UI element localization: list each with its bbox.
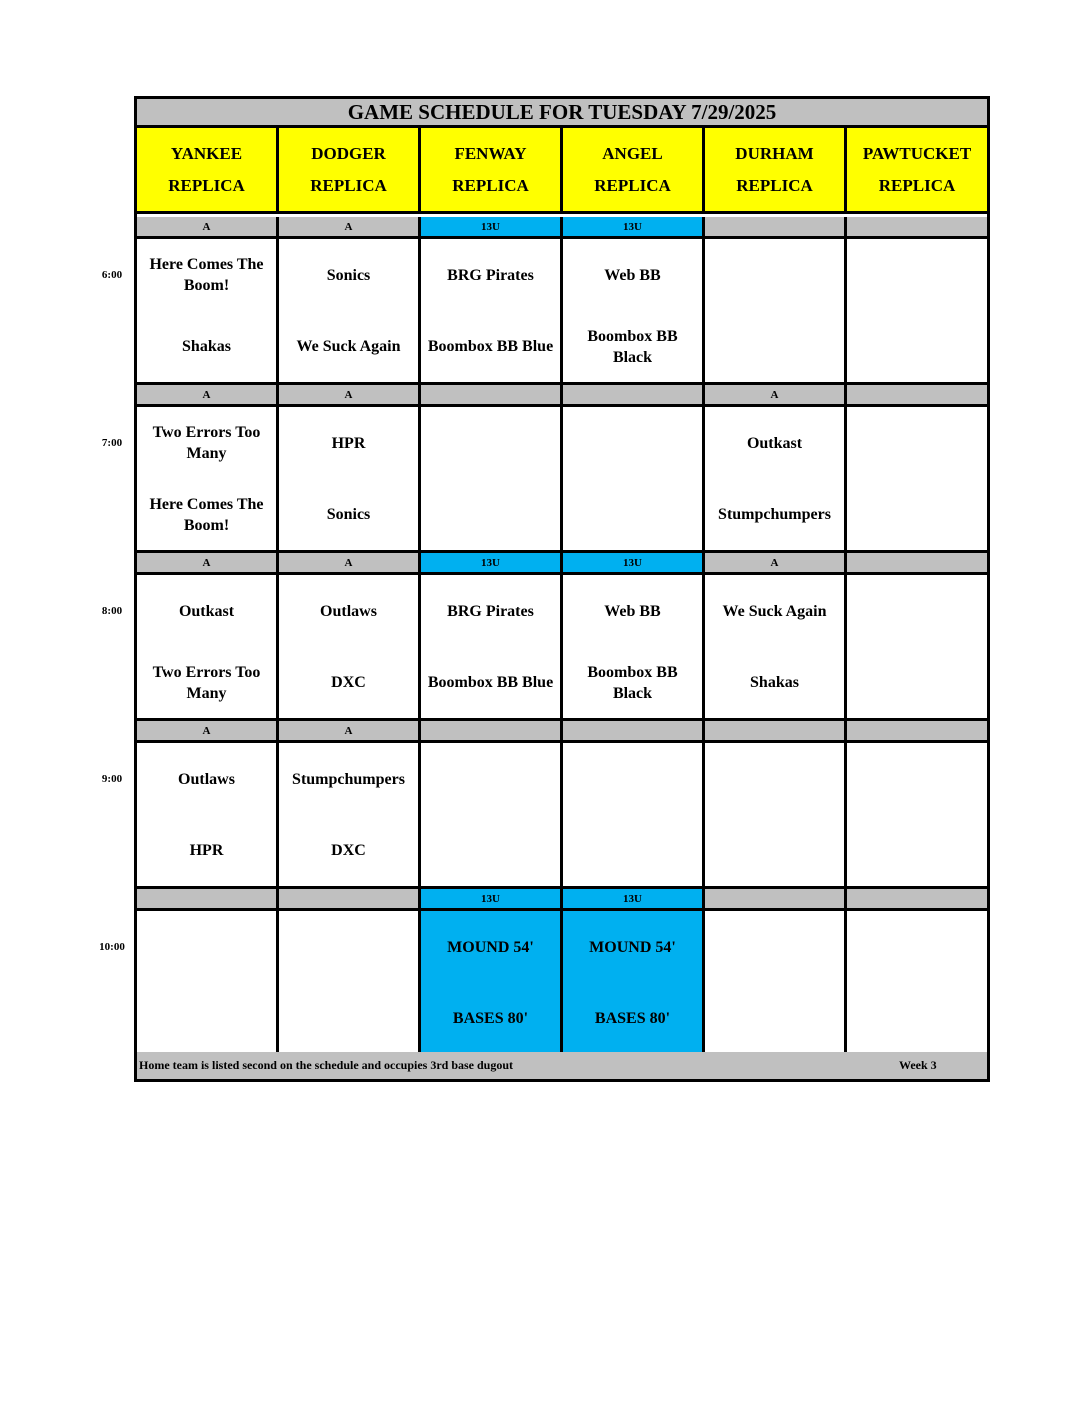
away-team: HPR xyxy=(331,434,366,452)
field-header-dodger xyxy=(279,128,421,211)
away-team xyxy=(847,575,987,647)
home-team: BASES 80' xyxy=(452,1010,529,1028)
home-team xyxy=(847,815,987,886)
home-team xyxy=(705,983,844,1054)
away-team: BRG Pirates xyxy=(447,602,534,620)
time-label: 8:00 xyxy=(101,605,123,617)
field-sub: REPLICA xyxy=(168,175,245,195)
away-team xyxy=(421,743,560,815)
away-team xyxy=(847,743,987,815)
game-cell xyxy=(847,239,987,382)
home-team: Boombox BB Blue xyxy=(427,674,554,692)
field-header-durham xyxy=(705,128,847,211)
game-cell xyxy=(279,911,421,1054)
game-cell xyxy=(847,743,987,886)
field-name: FENWAY xyxy=(454,143,527,163)
game-cell xyxy=(563,575,705,718)
division-cell xyxy=(705,217,847,236)
game-cell xyxy=(563,239,705,382)
away-team xyxy=(847,407,987,479)
field-header-fenway xyxy=(421,128,563,211)
home-team: DXC xyxy=(331,674,366,692)
home-team: Stumpchumpers xyxy=(718,506,831,524)
away-team xyxy=(563,407,702,479)
game-cell xyxy=(563,743,705,886)
home-team: Here Comes The Boom! xyxy=(149,495,264,534)
division-cell xyxy=(847,553,987,572)
division-cell: A xyxy=(279,385,421,404)
home-team xyxy=(847,479,987,550)
away-team xyxy=(847,911,987,983)
game-cell xyxy=(705,239,847,382)
division-cell: 13U xyxy=(421,217,563,236)
field-sub: REPLICA xyxy=(310,175,387,195)
game-cell xyxy=(705,407,847,550)
home-team xyxy=(847,311,987,382)
division-cell: A xyxy=(137,553,279,572)
home-team xyxy=(847,647,987,718)
division-cell: A xyxy=(279,553,421,572)
away-team: Stumpchumpers xyxy=(292,770,405,788)
division-row xyxy=(137,721,987,743)
division-cell xyxy=(279,889,421,908)
game-cell xyxy=(137,575,279,718)
division-cell xyxy=(563,721,705,740)
week-label: Week 3 xyxy=(899,1058,937,1072)
away-team xyxy=(563,743,702,815)
away-team xyxy=(279,911,418,983)
division-cell: A xyxy=(279,721,421,740)
field-name: ANGEL xyxy=(602,143,663,163)
home-team: Boombox BB Black xyxy=(587,663,678,702)
home-team xyxy=(563,479,702,550)
division-row xyxy=(137,889,987,911)
away-team: We Suck Again xyxy=(722,602,827,620)
field-header-yankee xyxy=(137,128,279,211)
field-sub: REPLICA xyxy=(878,175,956,195)
division-cell: A xyxy=(279,217,421,236)
division-cell xyxy=(137,889,279,908)
game-cell xyxy=(563,911,705,1054)
time-label: 10:00 xyxy=(99,941,125,953)
home-team: We Suck Again xyxy=(296,338,401,356)
game-cell xyxy=(421,407,563,550)
division-cell: A xyxy=(705,385,847,404)
division-cell xyxy=(563,385,705,404)
game-row xyxy=(137,407,987,553)
field-sub: REPLICA xyxy=(736,175,813,195)
away-team: Here Comes The Boom! xyxy=(149,256,264,295)
game-row xyxy=(137,575,987,721)
schedule-table xyxy=(134,96,990,1082)
home-team xyxy=(421,815,560,886)
home-team xyxy=(137,983,276,1054)
away-team xyxy=(421,407,560,479)
game-cell xyxy=(705,743,847,886)
game-cell xyxy=(137,407,279,550)
game-cell xyxy=(705,575,847,718)
division-cell: A xyxy=(137,721,279,740)
time-label: 7:00 xyxy=(101,437,123,449)
away-team: BRG Pirates xyxy=(447,266,534,284)
away-team: Outkast xyxy=(746,434,803,452)
division-cell: 13U xyxy=(421,553,563,572)
away-team: MOUND 54' xyxy=(589,938,676,956)
division-cell: A xyxy=(137,385,279,404)
division-cell: 13U xyxy=(421,889,563,908)
home-team: Boombox BB Blue xyxy=(427,338,554,356)
home-team: Sonics xyxy=(326,506,371,524)
home-team: BASES 80' xyxy=(594,1010,671,1028)
home-team: Two Errors Too Many xyxy=(152,663,261,702)
division-cell xyxy=(847,217,987,236)
field-sub: REPLICA xyxy=(594,175,671,195)
away-team: MOUND 54' xyxy=(447,938,534,956)
game-cell xyxy=(279,239,421,382)
away-team: Outkast xyxy=(178,602,235,620)
game-cell xyxy=(847,575,987,718)
game-cell xyxy=(279,575,421,718)
home-team xyxy=(563,815,702,886)
away-team: Outlaws xyxy=(320,602,377,620)
away-team xyxy=(847,239,987,311)
game-cell xyxy=(279,743,421,886)
home-team: Shakas xyxy=(182,338,231,356)
field-name: DURHAM xyxy=(735,143,814,163)
game-cell xyxy=(279,407,421,550)
field-header-pawtucket xyxy=(847,128,987,211)
away-team: Web BB xyxy=(604,602,661,620)
game-cell xyxy=(421,239,563,382)
time-label: 9:00 xyxy=(101,773,123,785)
game-cell xyxy=(421,743,563,886)
home-team xyxy=(421,479,560,550)
division-cell xyxy=(847,889,987,908)
home-team: Shakas xyxy=(750,674,799,692)
game-cell xyxy=(705,911,847,1054)
home-team: DXC xyxy=(331,842,366,860)
home-team: HPR xyxy=(189,842,224,860)
field-header-row xyxy=(137,128,987,214)
division-cell xyxy=(847,385,987,404)
away-team xyxy=(705,911,844,983)
away-team: Web BB xyxy=(604,266,661,284)
division-cell xyxy=(421,385,563,404)
division-row xyxy=(137,385,987,407)
game-row xyxy=(137,239,987,385)
game-cell xyxy=(563,407,705,550)
division-cell: 13U xyxy=(563,553,705,572)
away-team: Outlaws xyxy=(178,770,235,788)
game-row xyxy=(137,743,987,889)
division-cell xyxy=(421,721,563,740)
field-header-angel xyxy=(563,128,705,211)
home-team xyxy=(705,815,844,886)
home-team xyxy=(279,983,418,1054)
division-cell: 13U xyxy=(563,217,705,236)
time-label: 6:00 xyxy=(101,269,123,281)
division-cell xyxy=(847,721,987,740)
game-row xyxy=(137,911,987,1057)
game-cell xyxy=(847,407,987,550)
division-cell xyxy=(705,721,847,740)
away-team: Sonics xyxy=(326,266,371,284)
division-row xyxy=(137,553,987,575)
field-sub: REPLICA xyxy=(452,175,529,195)
game-cell xyxy=(137,743,279,886)
footer-note: Home team is listed second on the schedule and occupies 3rd base dugout xyxy=(139,1058,514,1072)
division-cell: A xyxy=(137,217,279,236)
home-team xyxy=(847,983,987,1054)
field-name: PAWTUCKET xyxy=(862,143,972,163)
schedule-title: GAME SCHEDULE FOR TUESDAY 7/29/2025 xyxy=(137,99,987,128)
division-row xyxy=(137,217,987,239)
field-name: DODGER xyxy=(311,143,386,163)
game-cell xyxy=(137,911,279,1054)
away-team xyxy=(705,743,844,815)
field-name: YANKEE xyxy=(170,143,243,163)
game-cell xyxy=(421,911,563,1054)
game-cell xyxy=(421,575,563,718)
division-cell xyxy=(705,889,847,908)
game-cell xyxy=(137,239,279,382)
division-cell: A xyxy=(705,553,847,572)
away-team xyxy=(705,239,844,311)
home-team xyxy=(705,311,844,382)
away-team: Two Errors Too Many xyxy=(152,424,261,463)
division-cell: 13U xyxy=(563,889,705,908)
footer-row xyxy=(137,1052,987,1079)
game-cell xyxy=(847,911,987,1054)
away-team xyxy=(137,911,276,983)
home-team: Boombox BB Black xyxy=(587,327,678,366)
